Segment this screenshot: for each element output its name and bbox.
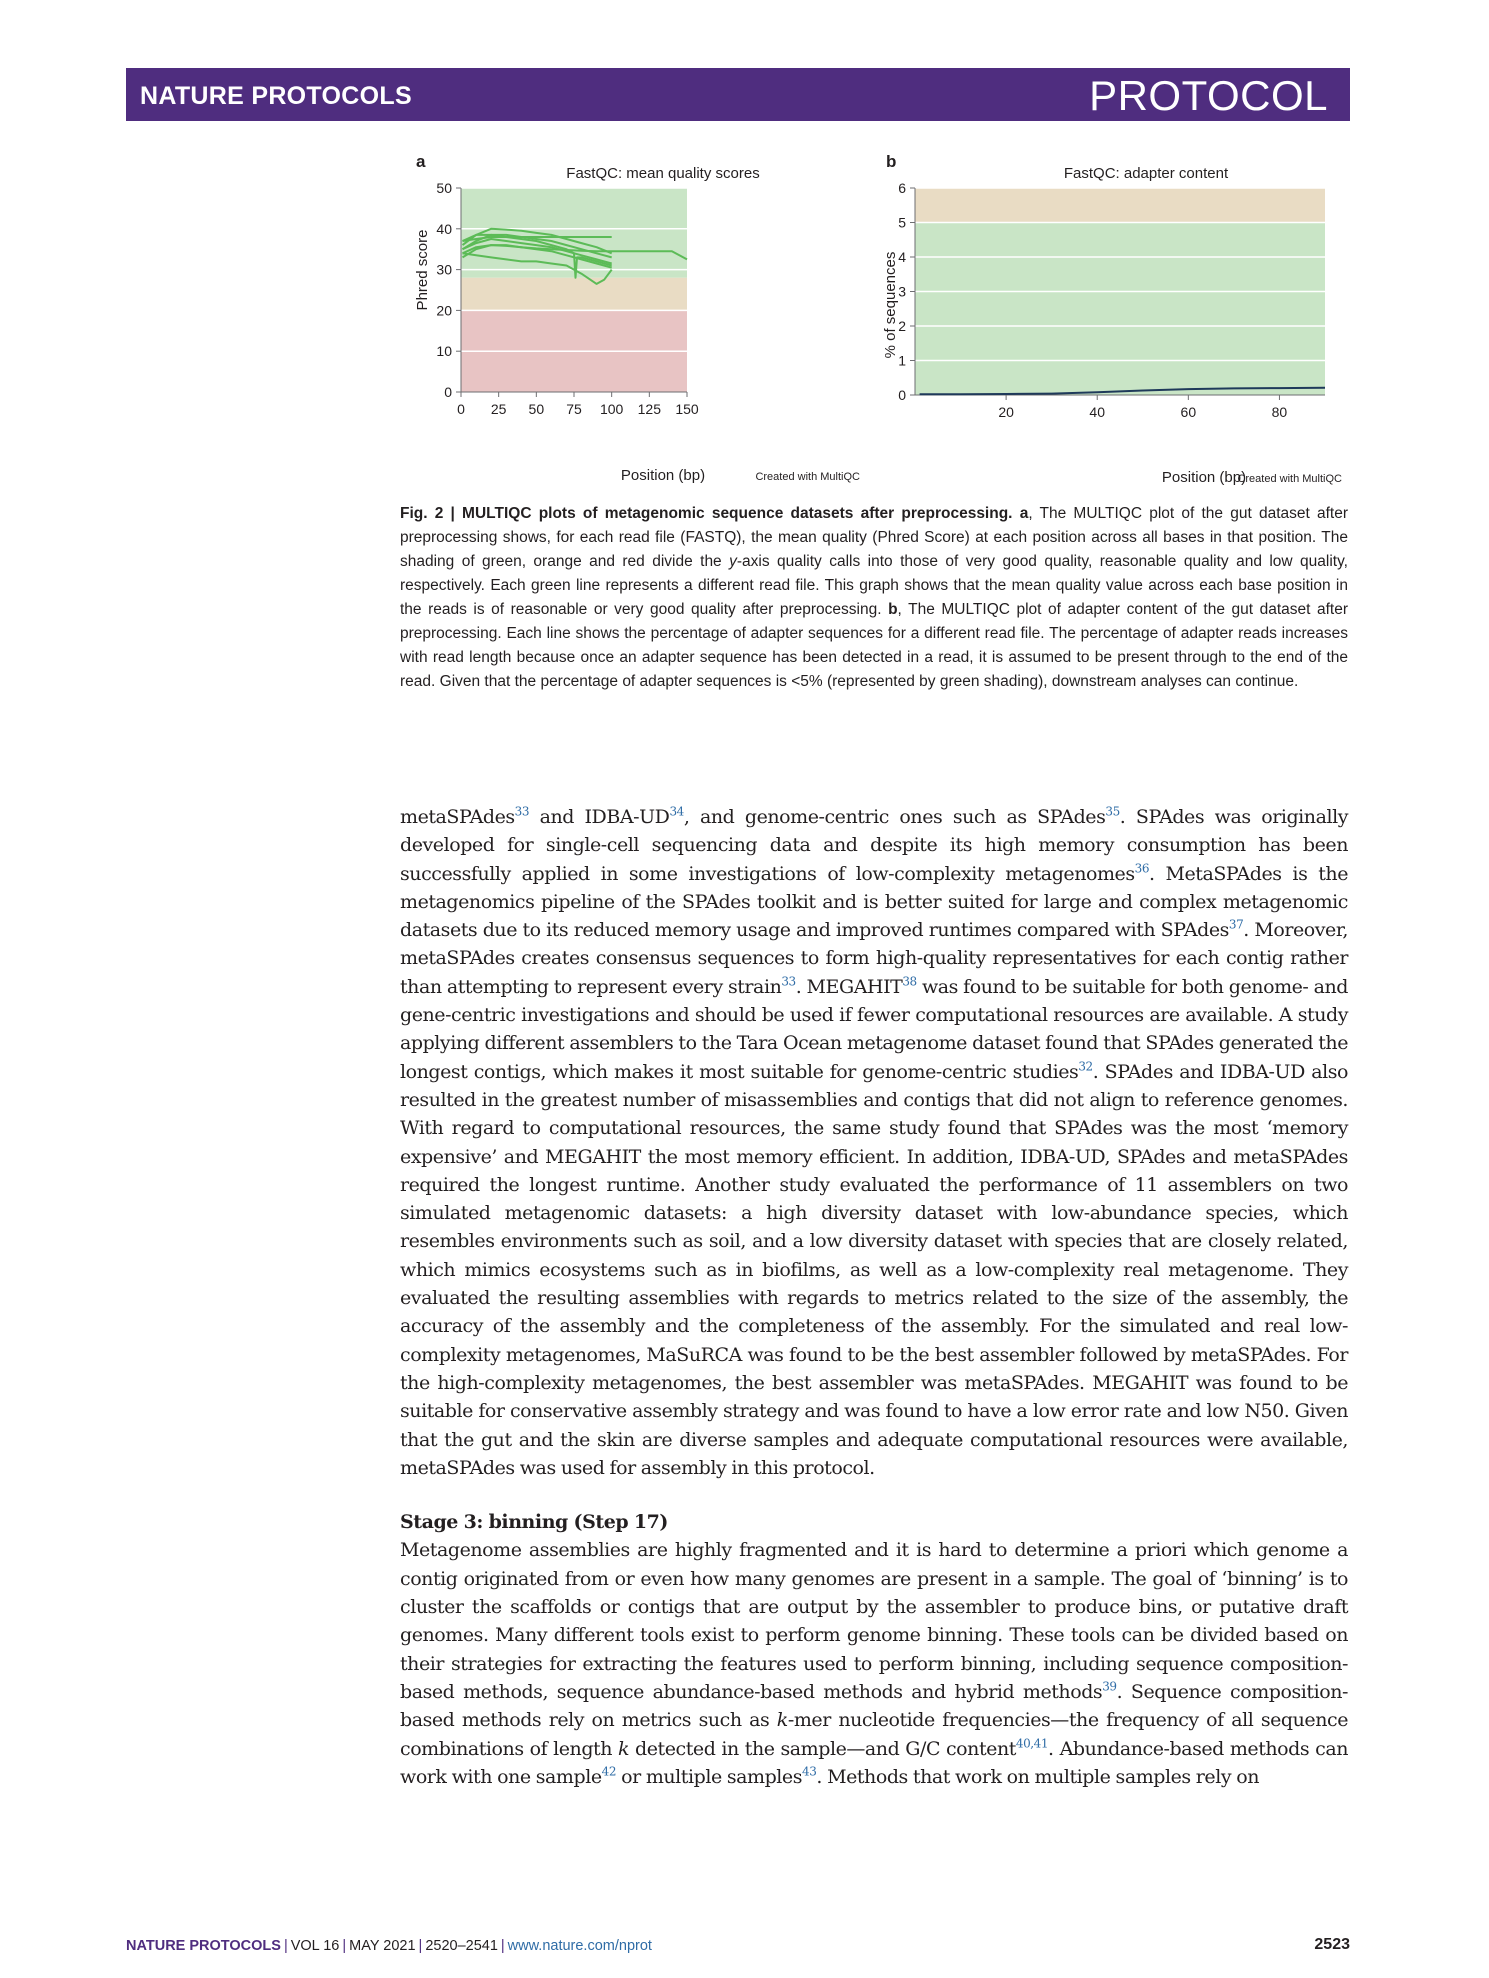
band-pass [915,223,1325,396]
figure-2 [400,150,1350,500]
footer-url-link[interactable]: www.nature.com/nprot [507,1938,652,1954]
citation-link[interactable]: 34 [669,804,684,819]
y-tick-label: 6 [898,180,906,196]
y-tick-label: 10 [436,343,452,360]
caption-part-2: -axis quality calls into those of very good quality, reasonable quality and low quality, respectively. Each green line represents a different read file. This graph shows that the mean quality value across each base position in the reads is of reasonable or very good quality after preprocessing. [400,553,1348,618]
italic-variable: k [776,1709,788,1732]
caption-y-italic: y [729,553,737,570]
paragraph-2-text: Metagenome assemblies are highly fragmented and it is hard to determine a priori which genome a contig originated from or even how many genomes are present in a sample. The goal of ‘binning’ is to cluster the scaffolds or contigs that are output by the assembler to produce bins, or putative draft genomes. Many different tools exist to perform genome binning. These tools can be divided based on their strategies for extracting the features used to perform binning, including sequence composition-based methods, sequence abundance-based methods and hybrid methods [400,1539,1348,1703]
x-tick-label: 20 [998,404,1014,420]
article-type: PROTOCOL [1089,72,1328,119]
chart-b-credit: Created with MultiQC [1237,473,1342,485]
caption-panel-b-letter: b [888,601,898,618]
chart-a-xlabel: Position (bp) [620,467,706,484]
paragraph-1-text: . SPAdes and IDBA-UD also resulted in the greatest number of misassemblies and contigs that did not align to reference genomes. With regard to computational resources, the same study found that SPAdes was the most ‘memory expensive’ and MEGAHIT the most memory efficient. In addition, IDBA-UD, SPAdes and metaSPAdes required the longest runtime. Another study evaluated the performance of 11 assemblers on two simulated metagenomic datasets: a high diversity dataset with low-abundance species, which resembles environments such as soil, and a low diversity dataset with species that are closely related, which mimics ecosystems such as in biofilms, as well as a low-complexity real metagenome. They evaluated the resulting assemblies with regards to metrics related to the size of the assembly, the accuracy of the assembly and the completeness of the assembly. For the simulated and real low-complexity metagenomes, MaSuRCA was found to be the best assembler followed by metaSPAdes. For the high-complexity metagenomes, the best assembler was metaSPAdes. MEGAHIT was found to be suitable for conservative assembly strategy and was found to have a low error rate and low N50. Given that the gut and the skin are diverse samples and adequate computational resources were available, metaSPAdes was used for assembly in this protocol. [400,1060,1348,1479]
caption-panel-a-letter: a [1019,505,1029,522]
journal-header-bar [126,68,1350,121]
paragraph-2-text: or multiple samples [616,1765,803,1788]
citation-link[interactable]: 36 [1134,861,1150,876]
figure-caption [400,502,1348,694]
citation-link[interactable]: 33 [781,974,796,989]
citation-link[interactable]: 35 [1105,804,1120,819]
chart-a-ylabel: Phred score [414,229,431,311]
footer-pages: 2520–2541 [425,1938,498,1954]
chart-a-credit: Created with MultiQC [755,471,860,483]
page-number: 2523 [1314,1936,1350,1953]
y-tick-label: 4 [898,249,906,265]
caption-part-3: , The MULTIQC plot of adapter content of the gut dataset after preprocessing. Each line shows the percentage of adapter sequences for a different read file. The percentage of adapter reads increases with read length because once an adapter sequence has been detected in a read, it is assumed to be present through to the end of the read. Given that the percentage of adapter sequences is <5% (represented by green shading), downstream analyses can continue. [400,601,1348,690]
paragraph-1-text: . SPAdes was originally developed for single-cell sequencing data and despite its high memory consumption has been successfully applied in some investigations of low-complexity metagenomes [400,806,1349,885]
body-paragraph-binning [400,1536,1348,1791]
x-tick-label: 75 [566,401,582,417]
x-tick-label: 25 [490,401,507,417]
paragraph-2-text: . Methods that work on multiple samples rely on [816,1765,1259,1788]
citation-link[interactable]: 42 [601,1764,617,1779]
paragraph-1-text: . MEGAHIT [795,975,903,998]
paragraph-1-text: . MetaSPAdes is the metagenomics pipeline of the SPAdes toolkit and is better suited for large and complex metagenomic datasets due to its reduced memory usage and improved runtimes compared with SPAdes [400,862,1348,942]
footer-journal: NATURE PROTOCOLS [126,1938,281,1954]
panel-a-letter: a [416,152,426,171]
y-tick-label: 40 [436,220,452,237]
x-tick-label: 40 [1089,404,1106,420]
page-footer: NATURE PROTOCOLS | VOL 16 | MAY 2021 | 2520–2541 | www.nature.com/nprot [126,1938,652,1954]
paragraph-2-text: . Sequence composition-based methods rely on metrics such as [400,1680,1348,1732]
citation-link[interactable]: 37 [1228,917,1244,932]
chart-b-xlabel: Position (bp) [1161,469,1247,486]
y-tick-label: 5 [898,214,906,231]
paragraph-1-text: , and genome-centric ones such as SPAdes [683,806,1106,828]
y-tick-label: 30 [436,261,452,278]
y-tick-label: 1 [898,352,906,369]
panel-b-letter: b [886,152,897,171]
band-reasonable-quality [461,278,687,311]
x-tick-label: 125 [637,401,662,417]
y-tick-label: 20 [436,302,452,319]
x-tick-label: 60 [1180,404,1197,420]
x-tick-label: 100 [599,401,624,417]
body-paragraph-assemblers [400,803,1348,1482]
y-tick-label: 0 [898,387,906,403]
paragraph-2-text: -mer nucleotide frequencies—the frequency of all sequence combinations of length [400,1709,1348,1760]
footer-date: MAY 2021 [349,1938,416,1954]
band-warning [915,188,1325,223]
paragraph-1-text: and IDBA-UD [529,806,670,828]
article-body [400,803,1348,1791]
y-tick-label: 50 [436,180,452,196]
section-heading-binning: Stage 3: binning (Step 17) [400,1511,668,1534]
x-tick-label: 0 [457,401,465,417]
paragraph-1-text: was found to be suitable for both genome- and gene-centric investigations and should be used if fewer computational resources are available. A study applying different assemblers to the Tara Ocean metagenome dataset found that SPAdes generated the longest contigs, which makes it most suitable for genome-centric studies [400,975,1348,1083]
italic-variable: k [618,1737,630,1760]
chart-a-title: FastQC: mean quality scores [566,165,760,182]
citation-link[interactable]: 39 [1102,1679,1117,1694]
paragraph-1-text: . Moreover, metaSPAdes creates consensus sequences to form high-quality representatives for each contig rather than attempting to represent every strain [400,919,1348,998]
x-tick-label: 150 [675,401,699,417]
paragraph-2-text: . Abundance-based methods can work with one sample [400,1737,1348,1788]
journal-name: NATURE PROTOCOLS [140,82,412,110]
y-tick-label: 0 [444,384,452,400]
chart-panel-b [860,150,1350,500]
chart-b-ylabel: % of sequences [882,251,899,359]
chart-panel-a [400,150,870,500]
citation-link[interactable]: 32 [1078,1059,1093,1074]
y-tick-label: 2 [898,318,906,334]
footer-volume: VOL 16 [290,1938,340,1954]
x-tick-label: 80 [1271,404,1288,420]
caption-label: Fig. 2 | MULTIQC plots of metagenomic sequence datasets after preprocessing. [400,505,1013,522]
paragraph-2-text: detected in the sample—and G/C content [629,1737,1016,1760]
chart-b-title: FastQC: adapter content [1063,165,1229,182]
citation-link[interactable]: 38 [902,974,917,989]
paragraph-1-text: metaSPAdes [400,806,515,828]
citation-link[interactable]: 43 [802,1764,817,1779]
citation-link[interactable]: 33 [514,804,530,819]
x-tick-label: 50 [528,401,545,417]
y-tick-label: 3 [898,283,906,300]
citation-link[interactable]: 40,41 [1015,1736,1049,1751]
caption-part-1: , The MULTIQC plot of the gut dataset after preprocessing shows, for each read file (FASTQ), the mean quality (Phred Score) at each position across all bases in that position. The shading of green, orange and red divide the [400,505,1348,570]
